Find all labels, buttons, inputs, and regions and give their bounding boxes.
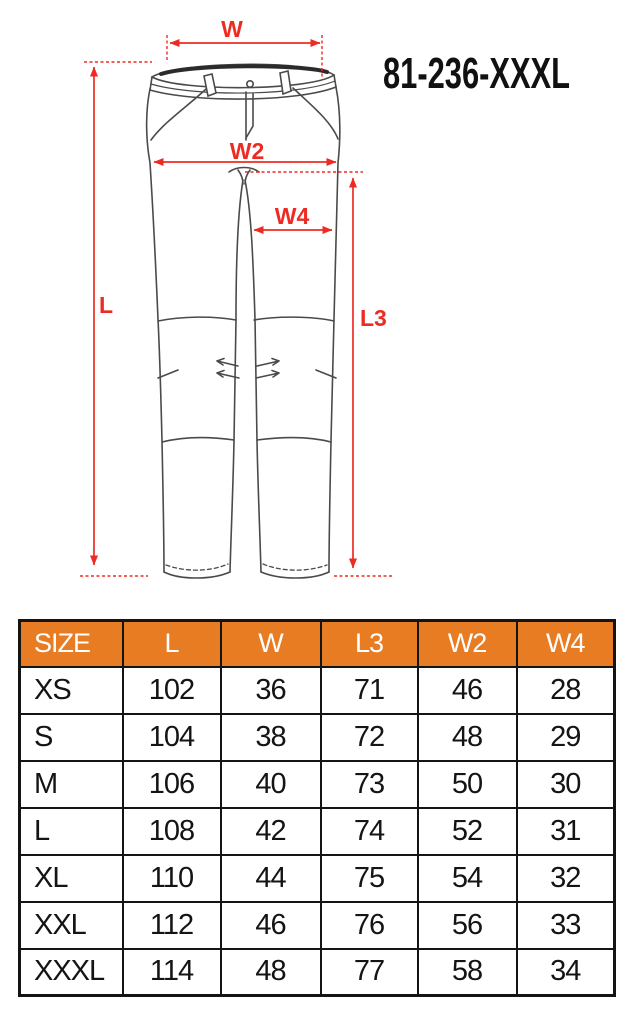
value-cell: 110 [123, 855, 221, 902]
value-cell: 104 [123, 714, 221, 761]
value-cell: 102 [123, 667, 221, 714]
value-cell: 44 [221, 855, 321, 902]
value-cell: 34 [517, 949, 615, 996]
table-row-l [20, 808, 615, 855]
value-cell: 74 [321, 808, 418, 855]
size-cell: XS [20, 667, 123, 714]
hem-edge-left [164, 572, 230, 578]
value-cell: 108 [123, 808, 221, 855]
w2-label: W2 [229, 138, 265, 164]
pocket-curve-left [151, 89, 206, 140]
size-cell: S [20, 714, 123, 761]
value-cell: 46 [418, 667, 517, 714]
size-table-section [18, 619, 613, 997]
product-code: 81-236-XXXL [383, 49, 570, 98]
value-cell: 31 [517, 808, 615, 855]
value-cell: 28 [517, 667, 615, 714]
table-row-m [20, 761, 615, 808]
value-cell: 42 [221, 808, 321, 855]
value-cell: 73 [321, 761, 418, 808]
size-cell: M [20, 761, 123, 808]
knee-seam-lower-left [162, 438, 234, 442]
hem-stitch-right [263, 564, 327, 570]
size-table [18, 619, 616, 997]
knee-seam-upper-left [158, 317, 236, 321]
inner-seam-right [245, 180, 261, 572]
table-row-xs [20, 667, 615, 714]
value-cell: 48 [418, 714, 517, 761]
header-cell-l: L [123, 621, 221, 667]
dimension-labels [99, 16, 387, 331]
value-cell: 46 [221, 902, 321, 949]
value-cell: 56 [418, 902, 517, 949]
header-cell-w4: W4 [517, 621, 615, 667]
value-cell: 40 [221, 761, 321, 808]
header-cell-size: SIZE [20, 621, 123, 667]
header-cell-w2: W2 [418, 621, 517, 667]
w4-label: W4 [274, 203, 310, 229]
value-cell: 58 [418, 949, 517, 996]
size-cell: XXL [20, 902, 123, 949]
value-cell: 76 [321, 902, 418, 949]
knee-seam-lower-right [257, 438, 331, 442]
outer-seam-right [329, 87, 340, 572]
table-row-xl [20, 855, 615, 902]
value-cell: 106 [123, 761, 221, 808]
hem-edge-right [261, 572, 329, 578]
waistband-left-end [150, 77, 152, 90]
value-cell: 32 [517, 855, 615, 902]
table-row-xxl [20, 902, 615, 949]
value-cell: 50 [418, 761, 517, 808]
knee-arrows-right [256, 359, 336, 379]
value-cell: 75 [321, 855, 418, 902]
value-cell: 38 [221, 714, 321, 761]
header-cell-w: W [221, 621, 321, 667]
value-cell: 33 [517, 902, 615, 949]
value-cell: 54 [418, 855, 517, 902]
value-cell: 112 [123, 902, 221, 949]
value-cell: 48 [221, 949, 321, 996]
size-cell: XL [20, 855, 123, 902]
knee-arrows-left [158, 359, 239, 379]
value-cell: 29 [517, 714, 615, 761]
value-cell: 72 [321, 714, 418, 761]
table-row-s [20, 714, 615, 761]
value-cell: 30 [517, 761, 615, 808]
hem-stitch-left [166, 564, 228, 570]
value-cell: 71 [321, 667, 418, 714]
l-label: L [99, 292, 114, 318]
crotch-seam [229, 168, 259, 173]
header-cell-l3: L3 [321, 621, 418, 667]
value-cell: 77 [321, 949, 418, 996]
value-cell: 114 [123, 949, 221, 996]
size-cell: XXXL [20, 949, 123, 996]
waistband-right-end [334, 75, 336, 87]
table-row-xxxl [20, 949, 615, 996]
l3-label: L3 [360, 305, 387, 331]
w-label: W [221, 16, 243, 42]
value-cell: 52 [418, 808, 517, 855]
knee-seam-upper-right [254, 317, 334, 321]
size-table-header-row [20, 621, 615, 667]
value-cell: 36 [221, 667, 321, 714]
size-cell: L [20, 808, 123, 855]
